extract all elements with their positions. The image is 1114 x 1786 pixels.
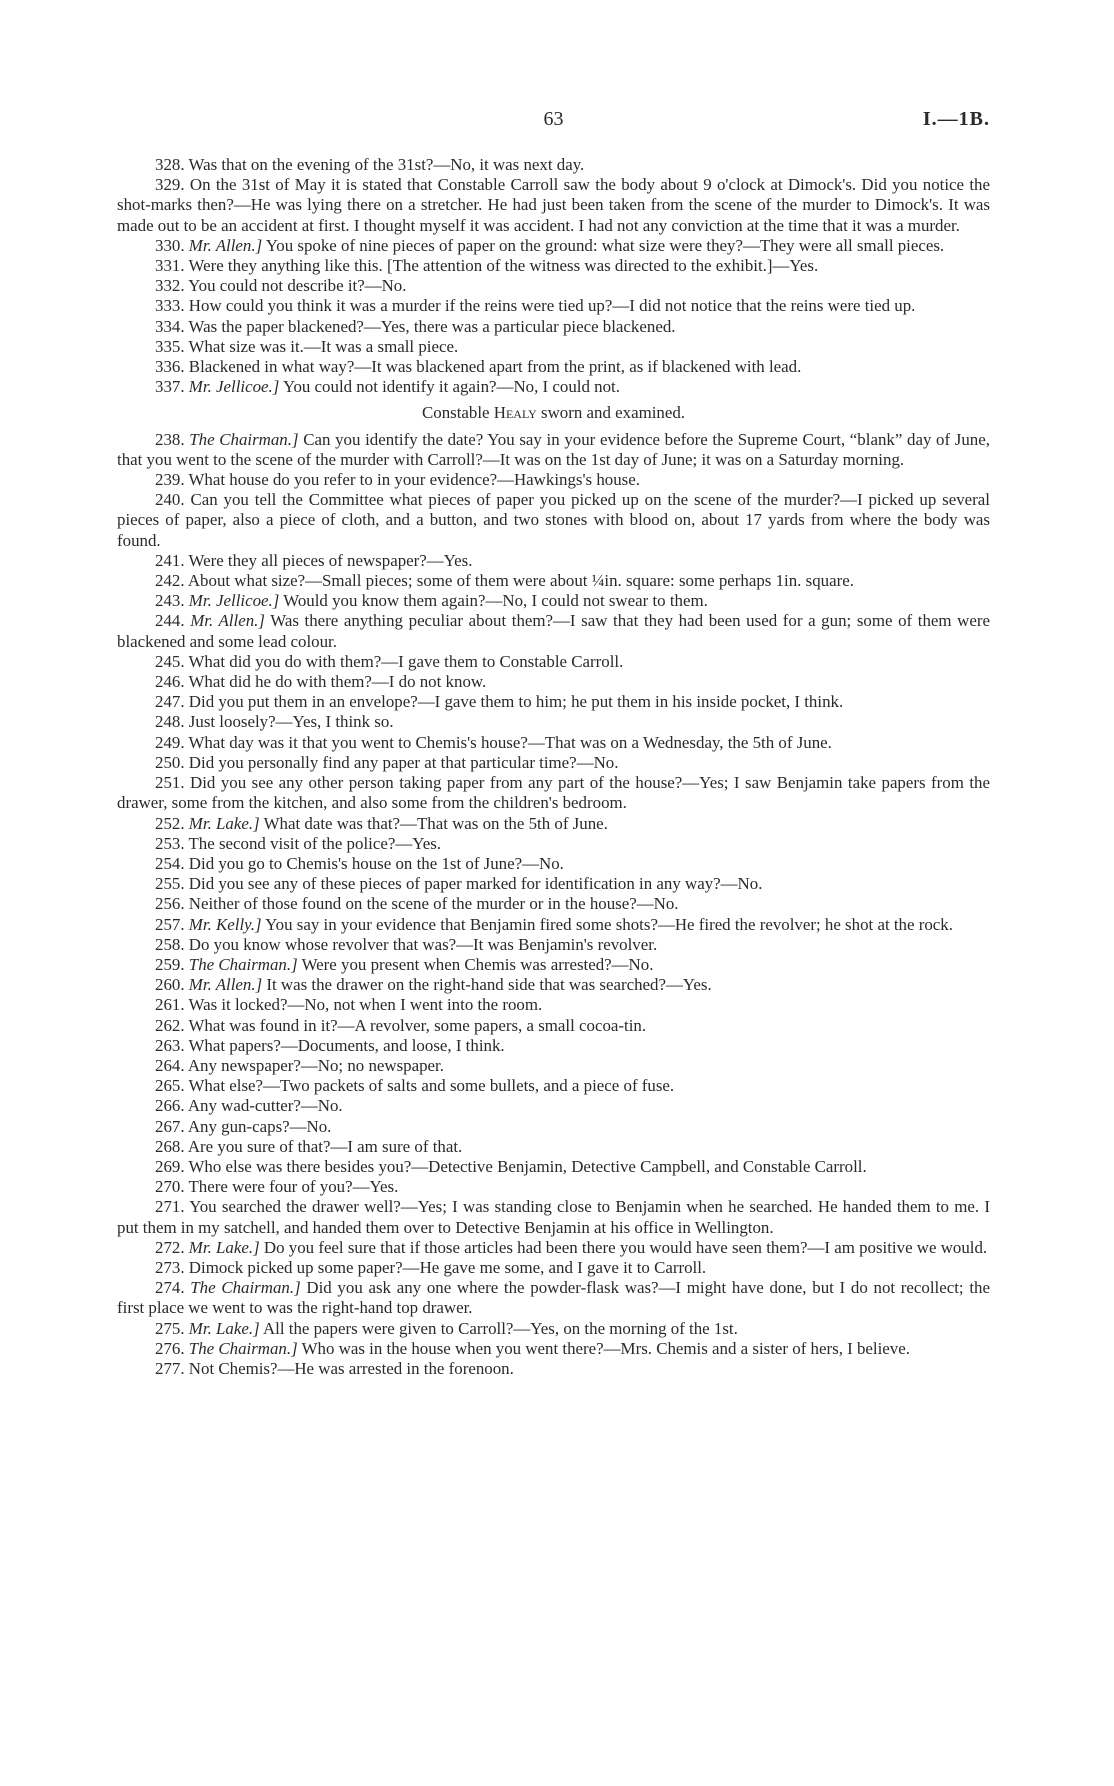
testimony-paragraph [117, 1177, 990, 1197]
testimony-paragraph [117, 753, 990, 773]
question-answer-text: Did you see any other person taking paper from any part of the house?—Yes; I saw Benjamin take papers from the drawer, some from the kitchen, and also some from the children's bedroom. [117, 773, 990, 813]
question-answer-text: It was the drawer on the right-hand side that was searched?—Yes. [266, 975, 712, 995]
speaker-name: Mr. Jellicoe.] [188, 591, 280, 611]
question-answer-text: Not Chemis?—He was arrested in the forenoon. [188, 1358, 514, 1378]
testimony-paragraph [117, 296, 990, 316]
testimony-paragraph [117, 1056, 990, 1076]
question-answer-text: Do you know whose revolver that was?—It was Benjamin's revolver. [188, 934, 658, 954]
question-answer-text: What size was it.—It was a small piece. [188, 336, 459, 356]
witness-heading [117, 403, 990, 423]
testimony-paragraph [117, 935, 990, 955]
speaker-name: Mr. Lake.] [188, 813, 260, 833]
speaker-name: Mr. Kelly.] [188, 914, 262, 934]
question-number: 271. [155, 1197, 185, 1217]
question-number: 335. [155, 336, 185, 356]
question-answer-text: Were they all pieces of newspaper?—Yes. [188, 550, 473, 570]
testimony-paragraph [117, 175, 990, 236]
speaker-name: Mr. Allen.] [188, 235, 263, 255]
question-answer-text: How could you think it was a murder if the reins were tied up?—I did not notice that the reins were tied up. [188, 296, 916, 316]
question-number: 255. [155, 874, 185, 894]
question-answer-text: Was it locked?—No, not when I went into the room. [188, 995, 543, 1015]
testimony-paragraph [117, 1339, 990, 1359]
question-number: 272. [155, 1237, 185, 1257]
document-body [117, 155, 990, 1379]
testimony-paragraph [117, 1359, 990, 1379]
testimony-paragraph [117, 1319, 990, 1339]
testimony-paragraph [117, 377, 990, 397]
question-answer-text: What else?—Two packets of salts and some bullets, and a piece of fuse. [188, 1076, 675, 1096]
testimony-paragraph [117, 652, 990, 672]
question-answer-text: Did you ask any one where the powder-flask was?—I might have done, but I do not recollect; the first place we went to was the right-hand top drawer. [117, 1278, 990, 1318]
question-number: 331. [155, 256, 185, 276]
question-number: 330. [155, 235, 185, 255]
testimony-paragraph [117, 692, 990, 712]
question-number: 245. [155, 651, 185, 671]
testimony-paragraph [117, 1238, 990, 1258]
question-number: 266. [155, 1096, 185, 1116]
testimony-paragraph [117, 611, 990, 651]
testimony-paragraph [117, 1258, 990, 1278]
testimony-paragraph [117, 814, 990, 834]
question-number: 249. [155, 732, 185, 752]
question-number: 267. [155, 1116, 185, 1136]
question-number: 238. [155, 429, 185, 449]
question-number: 264. [155, 1055, 185, 1075]
question-answer-text: Did you see any of these pieces of paper marked for identification in any way?—No. [188, 874, 763, 894]
question-number: 251. [155, 773, 185, 793]
testimony-paragraph [117, 894, 990, 914]
evidence-block-1 [117, 155, 990, 397]
testimony-paragraph [117, 1197, 990, 1237]
witness-name: Healy [493, 403, 537, 423]
question-answer-text: What day was it that you went to Chemis's house?—That was on a Wednesday, the 5th of June. [188, 732, 832, 752]
question-number: 243. [155, 591, 185, 611]
question-answer-text: What papers?—Documents, and loose, I think. [188, 1035, 505, 1055]
question-number: 263. [155, 1035, 185, 1055]
speaker-name: Mr. Lake.] [188, 1237, 260, 1257]
question-answer-text: On the 31st of May it is stated that Constable Carroll saw the body about 9 o'clock at Dimock's. Did you notice the shot-marks then?—He was lying there on a stretcher. He had just been taken from the scene of the murder to Dimock's. It was made out to be an accident at first. I thought myself it was accident. I had not any conviction at the time that it was a murder. [117, 175, 990, 235]
question-number: 257. [155, 914, 185, 934]
question-number: 256. [155, 894, 185, 914]
question-number: 336. [155, 357, 185, 377]
question-number: 329. [155, 175, 185, 195]
question-answer-text: Are you sure of that?—I am sure of that. [187, 1136, 463, 1156]
question-answer-text: There were four of you?—Yes. [188, 1177, 399, 1197]
question-number: 270. [155, 1177, 185, 1197]
testimony-paragraph [117, 551, 990, 571]
speaker-name: Mr. Lake.] [188, 1318, 260, 1338]
question-answer-text: Was that on the evening of the 31st?—No, it was next day. [188, 155, 585, 174]
testimony-paragraph [117, 470, 990, 490]
testimony-paragraph [117, 874, 990, 894]
question-number: 333. [155, 296, 185, 316]
testimony-paragraph [117, 1016, 990, 1036]
question-answer-text: Neither of those found on the scene of the murder or in the house?—No. [188, 894, 679, 914]
testimony-paragraph [117, 712, 990, 732]
speaker-name: Mr. Allen.] [190, 611, 265, 631]
question-number: 246. [155, 672, 185, 692]
testimony-paragraph [117, 955, 990, 975]
question-number: 241. [155, 550, 185, 570]
question-number: 244. [155, 611, 185, 631]
question-number: 247. [155, 692, 185, 712]
testimony-paragraph [117, 317, 990, 337]
question-number: 328. [155, 155, 185, 174]
testimony-paragraph [117, 1076, 990, 1096]
question-answer-text: What date was that?—That was on the 5th of June. [263, 813, 608, 833]
testimony-paragraph [117, 1157, 990, 1177]
question-number: 261. [155, 995, 185, 1015]
question-number: 250. [155, 752, 185, 772]
testimony-paragraph [117, 1137, 990, 1157]
question-answer-text: You spoke of nine pieces of paper on the ground: what size were they?—They were all small pieces. [265, 235, 945, 255]
testimony-paragraph [117, 995, 990, 1015]
question-number: 240. [155, 490, 185, 510]
testimony-paragraph [117, 834, 990, 854]
question-answer-text: Did you put them in an envelope?—I gave them to him; he put them in his inside pocket, I think. [188, 692, 844, 712]
evidence-block-2 [117, 430, 990, 1380]
speaker-name: The Chairman.] [190, 1278, 301, 1298]
testimony-paragraph [117, 337, 990, 357]
testimony-paragraph [117, 155, 990, 175]
question-number: 332. [155, 276, 185, 296]
question-number: 242. [155, 571, 185, 591]
heading-suffix: sworn and examined. [541, 403, 686, 423]
question-number: 258. [155, 934, 185, 954]
question-answer-text: All the papers were given to Carroll?—Yes, on the morning of the 1st. [262, 1318, 738, 1338]
question-number: 265. [155, 1076, 185, 1096]
question-answer-text: Were you present when Chemis was arrested?—No. [301, 954, 654, 974]
testimony-paragraph [117, 357, 990, 377]
question-answer-text: Any newspaper?—No; no newspaper. [187, 1055, 444, 1075]
question-number: 274. [155, 1278, 185, 1298]
testimony-paragraph [117, 256, 990, 276]
question-answer-text: Did you personally find any paper at that particular time?—No. [188, 752, 619, 772]
question-answer-text: What did he do with them?—I do not know. [188, 672, 487, 692]
question-answer-text: Any wad-cutter?—No. [187, 1096, 343, 1116]
testimony-paragraph [117, 854, 990, 874]
question-answer-text: Did you go to Chemis's house on the 1st of June?—No. [188, 853, 564, 873]
testimony-paragraph [117, 571, 990, 591]
testimony-paragraph [117, 773, 990, 813]
question-number: 275. [155, 1318, 185, 1338]
question-number: 262. [155, 1015, 185, 1035]
question-number: 259. [155, 954, 185, 974]
question-number: 248. [155, 712, 185, 732]
question-number: 252. [155, 813, 185, 833]
question-number: 260. [155, 975, 185, 995]
question-number: 254. [155, 853, 185, 873]
question-answer-text: Can you identify the date? You say in your evidence before the Supreme Court, “blank” day of June, that you went to the scene of the murder with Carroll?—It was on the 1st day of June; it was on a Saturday morning. [117, 429, 990, 469]
testimony-paragraph [117, 1278, 990, 1318]
testimony-paragraph [117, 490, 990, 551]
question-answer-text: Was the paper blackened?—Yes, there was a particular piece blackened. [188, 316, 676, 336]
question-answer-text: What house do you refer to in your evidence?—Hawkings's house. [188, 470, 640, 490]
testimony-paragraph [117, 672, 990, 692]
question-number: 268. [155, 1136, 185, 1156]
testimony-paragraph [117, 591, 990, 611]
question-answer-text: Who was in the house when you went there?—Mrs. Chemis and a sister of hers, I believe. [301, 1338, 910, 1358]
question-answer-text: Was there anything peculiar about them?—I saw that they had been used for a gun; some of them were blackened and some lead colour. [117, 611, 990, 651]
testimony-paragraph [117, 733, 990, 753]
question-number: 239. [155, 470, 185, 490]
question-answer-text: Blackened in what way?—It was blackened apart from the print, as if blackened with lead. [188, 357, 802, 377]
question-number: 253. [155, 833, 185, 853]
speaker-name: Mr. Allen.] [188, 975, 263, 995]
question-answer-text: Can you tell the Committee what pieces of paper you picked up on the scene of the murder?—I picked up several pieces of paper, also a piece of cloth, and a button, and two stones with blood on, about 17 yards from where the body was found. [117, 490, 990, 550]
question-number: 269. [155, 1156, 185, 1176]
testimony-paragraph [117, 276, 990, 296]
question-answer-text: What was found in it?—A revolver, some papers, a small cocoa-tin. [188, 1015, 647, 1035]
question-answer-text: You searched the drawer well?—Yes; I was standing close to Benjamin when he searched. He handed them to me. I put them in my satchell, and handed them over to Detective Benjamin at his office in Wellington. [117, 1197, 990, 1237]
question-answer-text: About what size?—Small pieces; some of them were about ¼in. square: some perhaps 1in. square. [187, 571, 854, 591]
question-number: 273. [155, 1257, 185, 1277]
testimony-paragraph [117, 915, 990, 935]
speaker-name: The Chairman.] [188, 954, 298, 974]
question-answer-text: Do you feel sure that if those articles had been there you would have seen them?—I am positive we would. [263, 1237, 988, 1257]
page-header [117, 108, 990, 138]
testimony-paragraph [117, 975, 990, 995]
question-number: 337. [155, 377, 185, 397]
page-number: 63 [543, 108, 564, 130]
speaker-name: The Chairman.] [188, 1338, 298, 1358]
question-answer-text: You say in your evidence that Benjamin fired some shots?—He fired the revolver; he shot at the rock. [265, 914, 953, 934]
testimony-paragraph [117, 1117, 990, 1137]
testimony-paragraph [117, 430, 990, 470]
question-number: 277. [155, 1358, 185, 1378]
testimony-paragraph [117, 236, 990, 256]
speaker-name: Mr. Jellicoe.] [188, 377, 280, 397]
testimony-paragraph [117, 1096, 990, 1116]
question-answer-text: You could not identify it again?—No, I could not. [282, 377, 620, 397]
testimony-paragraph [117, 1036, 990, 1056]
question-answer-text: What did you do with them?—I gave them to Constable Carroll. [188, 651, 624, 671]
question-number: 334. [155, 316, 185, 336]
question-answer-text: Dimock picked up some paper?—He gave me some, and I gave it to Carroll. [188, 1257, 707, 1277]
question-answer-text: You could not describe it?—No. [188, 276, 407, 296]
question-number: 276. [155, 1338, 185, 1358]
document-reference: I.—1B. [922, 108, 990, 130]
heading-prefix: Constable [421, 403, 490, 423]
question-answer-text: Any gun-caps?—No. [187, 1116, 332, 1136]
question-answer-text: Just loosely?—Yes, I think so. [188, 712, 394, 732]
question-answer-text: Would you know them again?—No, I could not swear to them. [283, 591, 708, 611]
question-answer-text: Who else was there besides you?—Detective Benjamin, Detective Campbell, and Constable Carroll. [188, 1156, 867, 1176]
speaker-name: The Chairman.] [189, 429, 299, 449]
question-answer-text: Were they anything like this. [The attention of the witness was directed to the exhibit.]—Yes. [188, 256, 819, 276]
question-answer-text: The second visit of the police?—Yes. [188, 833, 442, 853]
